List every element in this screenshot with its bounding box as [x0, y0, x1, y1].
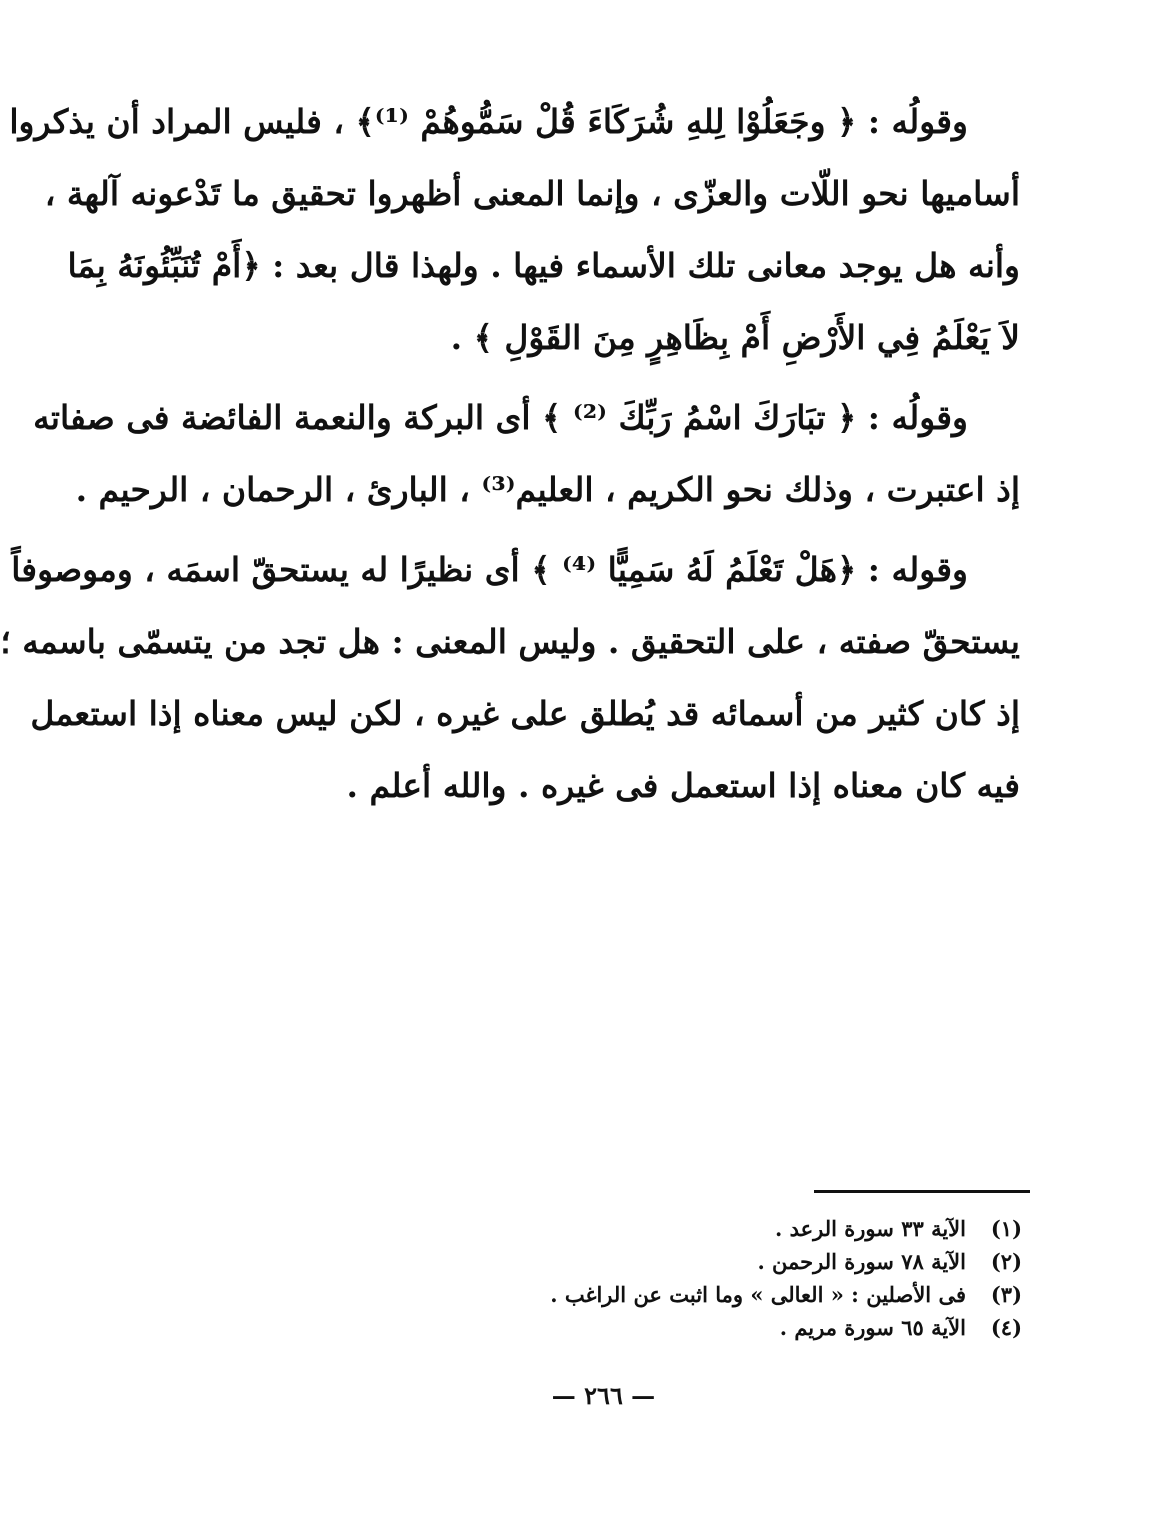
footnote-text: الآية ٣٣ سورة الرعد . — [774, 1216, 966, 1241]
text-line: وقوله : ﴿هَلْ تَعْلَمُ لَهُ سَمِيًّا ⁽⁴⁾ ﴾ أى نظيرًا له يستحقّ اسمَه ، وموصوفاً — [11, 550, 968, 589]
text-line: إذ اعتبرت ، وذلك نحو الكريم ، العليم⁽³⁾ ، البارئ ، الرحمان ، الرحيم . — [75, 470, 1020, 509]
footnote-text: فى الأصلين : « العالى » وما اثبت عن الراغب . — [550, 1282, 966, 1307]
paragraph-3 — [0, 534, 1020, 822]
text-line: أساميها نحو اللّات والعزّى ، وإنما المعنى أظهروا تحقيق ما تَدْعونه آلهة ، — [44, 174, 1020, 213]
footnote-text: الآية ٧٨ سورة الرحمن . — [757, 1249, 966, 1274]
footnote-number: (٣) — [990, 1282, 1022, 1307]
paragraph-gap — [150, 374, 1020, 382]
paragraph-gap — [150, 526, 1020, 534]
text-line: وقولُه : ﴿ وجَعَلُوْا لِلهِ شُرَكَاءَ قُلْ سَمُّوهُمْ ⁽¹⁾﴾ ، فليس المراد أن يذكروا — [9, 102, 968, 141]
text-line: فيه كان معناه إذا استعمل فى غيره . والله أعلم . — [346, 766, 1020, 805]
main-text — [0, 86, 1020, 822]
footnotes — [322, 1212, 1022, 1344]
footnote-item — [322, 1212, 1022, 1245]
footnote-text: الآية ٦٥ سورة مريم . — [779, 1315, 966, 1340]
paragraph-2 — [33, 382, 1020, 526]
footnote-number: (٢) — [990, 1249, 1022, 1274]
text-line: إذ كان كثير من أسمائه قد يُطلق على غيره ، لكن ليس معناه إذا استعمل — [30, 694, 1020, 733]
text-line: يستحقّ صفته ، على التحقيق . وليس المعنى : هل تجد من يتسمّى باسمه ؛ — [0, 622, 1020, 661]
footnote-separator — [814, 1190, 1030, 1193]
text-line: لاَ يَعْلَمُ فِي الأَرْضِ أَمْ بِظَاهِرٍ مِنَ القَوْلِ ﴾ . — [450, 318, 1020, 357]
text-line: وقولُه : ﴿ تبَارَكَ اسْمُ رَبِّكَ ⁽²⁾ ﴾ أى البركة والنعمة الفائضة فى صفاته — [33, 398, 968, 437]
footnote-item — [322, 1245, 1022, 1278]
text-line: وأنه هل يوجد معانى تلك الأسماء فيها . ولهذا قال بعد : ﴿أَمْ تُنَبِّئُونَهُ بِمَا — [67, 246, 1020, 285]
footnote-item — [322, 1311, 1022, 1344]
paragraph-1 — [9, 86, 1020, 374]
page-number: — ٢٦٦ — — [551, 1381, 656, 1410]
footnote-item — [322, 1278, 1022, 1311]
footnote-number: (١) — [990, 1216, 1022, 1241]
footnote-number: (٤) — [990, 1315, 1022, 1340]
